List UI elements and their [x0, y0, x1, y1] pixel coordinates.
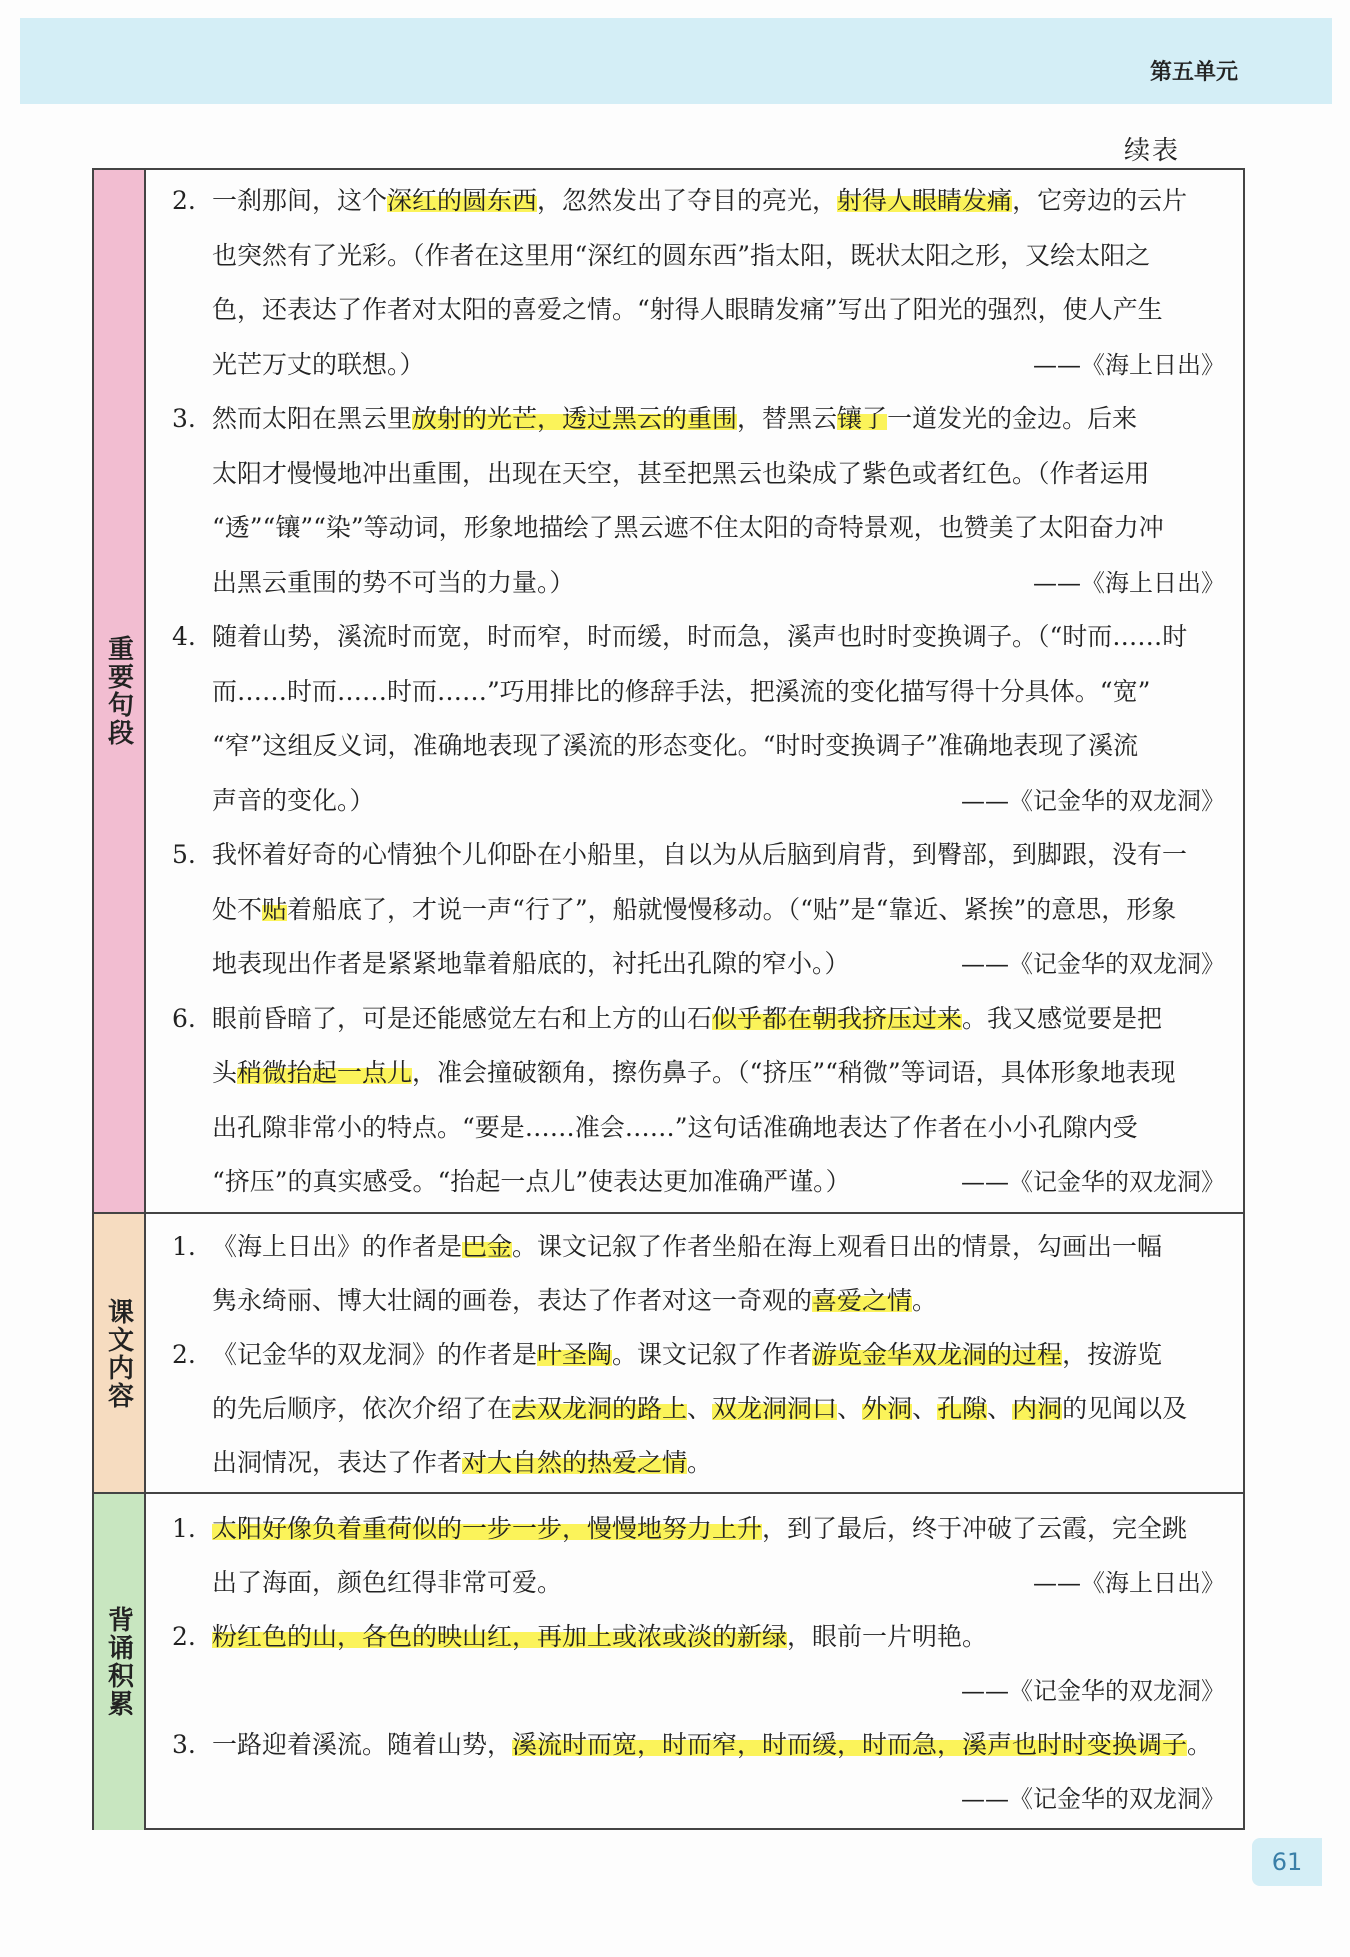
text-segment: 《海上日出》的作者是 [212, 1232, 463, 1261]
item-number: 2. [172, 1622, 196, 1651]
list-item [146, 174, 1233, 392]
text-segment: 《记金华的双龙洞》的作者是 [212, 1340, 538, 1369]
source-citation: ——《海上日出》 [1033, 350, 1225, 379]
text-line [212, 828, 1225, 883]
highlighted-text: 粉红色的山，各色的映山红，再加上或浓或淡的新绿 [212, 1622, 788, 1651]
continued-label: 续表 [1123, 136, 1180, 166]
highlighted-text: 镶了 [837, 404, 888, 433]
highlighted-text: 深红的圆东西 [387, 186, 538, 215]
text-segment: 出了海面，颜色红得非常可爱。 [212, 1568, 563, 1597]
text-segment: 隽永绮丽、博大壮阔的画卷，表达了作者对这一奇观的 [212, 1286, 813, 1315]
text-line [212, 774, 1225, 829]
item-number: 3. [172, 1730, 196, 1759]
source-citation: ——《记金华的双龙洞》 [961, 950, 1225, 978]
source-citation: ——《记金华的双龙洞》 [961, 1677, 1225, 1705]
section-content [146, 1494, 1243, 1830]
text-line [212, 447, 1225, 502]
source-citation: ——《记金华的双龙洞》 [961, 786, 1225, 815]
text-line [212, 1436, 1225, 1490]
source-citation: ——《海上日出》 [1033, 568, 1225, 597]
highlighted-text: 太阳好像负着重荷似的一步一步，慢慢地努力上升 [212, 1514, 763, 1543]
list-item [146, 828, 1233, 992]
text-segment: “挤压”的真实感受。“抬起一点儿”使表达更加准确严谨。） [212, 1167, 851, 1196]
text-line [212, 556, 1225, 611]
source-citation: ——《记金华的双龙洞》 [961, 1785, 1225, 1813]
text-line [212, 1220, 1225, 1274]
highlighted-text: 游览金华双龙洞的过程 [812, 1340, 1063, 1369]
text-segment: 的先后顺序，依次介绍了在 [212, 1394, 513, 1423]
text-line [212, 1155, 1225, 1210]
highlighted-text: 似乎都在朝我挤压过来 [712, 1003, 963, 1033]
text-segment: “透”“镶”“染”等动词，形象地描绘了黑云遮不住太阳的奇特景观，也赞美了太阳奋力冲 [212, 513, 1164, 542]
text-segment: 。课文记叙了作者 [612, 1340, 813, 1369]
item-number: 5. [172, 840, 196, 869]
highlighted-text: 外洞 [862, 1394, 913, 1423]
text-segment: 、 [912, 1394, 938, 1423]
text-segment: 出洞情况，表达了作者 [212, 1448, 463, 1477]
section-recitation [94, 1492, 1243, 1830]
list-item [146, 992, 1233, 1210]
list-item [146, 1220, 1233, 1328]
text-line [212, 1610, 1225, 1664]
list-item [146, 392, 1233, 610]
text-line [212, 392, 1225, 447]
section-key-sentences [94, 170, 1243, 1212]
text-segment: 太阳才慢慢地冲出重围，出现在天空，甚至把黑云也染成了紫色或者红色。（作者运用 [212, 458, 1150, 488]
section-label: 重要句段 [103, 635, 134, 747]
text-line [212, 1556, 1225, 1610]
text-segment: 出孔隙非常小的特点。“要是……准会……”这句话准确地表达了作者在小小孔隙内受 [212, 1112, 1138, 1142]
text-line [212, 1328, 1225, 1382]
text-segment: 。 [912, 1286, 938, 1315]
text-segment: ，到了最后，终于冲破了云霞，完全跳 [762, 1514, 1188, 1543]
text-segment: 地表现出作者是紧紧地靠着船底的，衬托出孔隙的窄小。） [212, 949, 850, 978]
section-label: 背诵积累 [103, 1606, 134, 1718]
highlighted-text: 射得人眼睛发痛 [837, 186, 1013, 215]
text-line [212, 937, 1225, 992]
item-number: 6. [172, 1003, 196, 1033]
text-line [212, 1046, 1225, 1101]
highlighted-text: 内洞 [1012, 1394, 1063, 1423]
text-segment: 着船底了，才说一声“行了”，船就慢慢移动。（“贴”是“靠近、紧挨”的意思，形象 [287, 894, 1177, 924]
source-line [212, 1664, 1225, 1718]
list-item [146, 1502, 1233, 1610]
list-item [146, 610, 1233, 828]
text-segment: 光芒万丈的联想。） [212, 349, 425, 379]
text-segment: 。课文记叙了作者坐船在海上观看日出的情景，勾画出一幅 [512, 1232, 1163, 1261]
text-segment: 然而太阳在黑云里 [212, 404, 413, 433]
highlighted-text: 去双龙洞的路上 [512, 1394, 688, 1423]
text-line [212, 338, 1225, 393]
text-line [212, 501, 1225, 556]
source-citation: ——《记金华的双龙洞》 [961, 1168, 1225, 1196]
text-segment: 我怀着好奇的心情独个儿仰卧在小船里，自以为从后脑到肩背，到臀部，到脚跟，没有一 [212, 840, 1188, 869]
text-segment: 头 [212, 1058, 238, 1087]
list-item [146, 1328, 1233, 1490]
text-line [212, 1382, 1225, 1436]
item-number: 2. [172, 1340, 196, 1369]
section-label: 课文内容 [103, 1298, 134, 1410]
list-item [146, 1610, 1233, 1718]
text-line [212, 610, 1225, 665]
item-number: 3. [172, 404, 196, 433]
text-segment: 一刹那间，这个 [212, 186, 388, 215]
text-segment: 而……时而……时而……”巧用排比的修辞手法，把溪流的变化描写得十分具体。“宽” [212, 676, 1151, 706]
highlighted-text: 溪流时而宽，时而窄，时而缓，时而急，溪声也时时变换调子 [512, 1730, 1188, 1759]
text-line [212, 665, 1225, 720]
text-segment: 、 [687, 1394, 713, 1423]
highlighted-text: 贴 [262, 894, 288, 924]
source-citation: ——《海上日出》 [1033, 1569, 1225, 1597]
highlighted-text: 孔隙 [937, 1394, 988, 1423]
text-segment: 处不 [212, 894, 263, 924]
text-line [212, 174, 1225, 229]
summary-table [92, 168, 1245, 1830]
text-segment: 、 [987, 1394, 1013, 1423]
text-segment: 、 [837, 1394, 863, 1423]
text-segment: 声音的变化。） [212, 785, 375, 815]
text-segment: 眼前昏暗了，可是还能感觉左右和上方的山石 [212, 1003, 713, 1033]
text-segment: 的见闻以及 [1062, 1394, 1188, 1423]
text-segment: ，它旁边的云片 [1012, 186, 1188, 215]
text-segment: ，眼前一片明艳。 [787, 1622, 988, 1651]
text-segment: ，按游览 [1062, 1340, 1163, 1369]
text-line [212, 1101, 1225, 1156]
highlighted-text: 对大自然的热爱之情 [462, 1448, 688, 1477]
source-line [212, 1772, 1225, 1826]
text-segment: ，准会撞破额角，擦伤鼻子。（“挤压”“稍微”等词语，具体形象地表现 [412, 1058, 1176, 1087]
text-segment: 一路迎着溪流。随着山势， [212, 1730, 513, 1759]
highlighted-text: 巴金 [462, 1232, 513, 1261]
highlighted-text: 喜爱之情 [812, 1286, 913, 1315]
section-text-content [94, 1212, 1243, 1494]
section-content [146, 170, 1243, 1212]
section-label-cell [94, 1494, 146, 1830]
text-segment: 出黑云重围的势不可当的力量。） [212, 567, 575, 597]
text-line [212, 883, 1225, 938]
item-number: 4. [172, 622, 196, 651]
text-line [212, 1502, 1225, 1556]
text-line [212, 719, 1225, 774]
list-item [146, 1718, 1233, 1826]
text-segment: 一道发光的金边。后来 [887, 404, 1138, 433]
item-number: 1. [172, 1514, 196, 1543]
text-line [212, 229, 1225, 284]
text-line [212, 992, 1225, 1047]
text-segment: 也突然有了光彩。（作者在这里用“深红的圆东西”指太阳，既状太阳之形，又绘太阳之 [212, 240, 1151, 270]
text-segment: “窄”这组反义词，准确地表现了溪流的形态变化。“时时变换调子”准确地表现了溪流 [212, 731, 1139, 760]
section-content [146, 1214, 1243, 1494]
text-line [212, 1718, 1225, 1772]
highlighted-text: 稍微抬起一点儿 [237, 1058, 413, 1087]
text-segment: ，忽然发出了夺目的亮光， [537, 186, 838, 215]
text-segment: ，替黑云 [737, 404, 838, 433]
section-label-cell [94, 1214, 146, 1494]
text-line [212, 283, 1225, 338]
text-segment: 。 [687, 1448, 713, 1477]
item-number: 2. [172, 186, 196, 215]
section-label-cell [94, 170, 146, 1212]
item-number: 1. [172, 1232, 196, 1261]
highlighted-text: 放射的光芒，透过黑云的重围 [412, 404, 738, 433]
text-segment: 。我又感觉要是把 [962, 1003, 1163, 1033]
highlighted-text: 叶圣陶 [537, 1340, 613, 1369]
text-segment: 色，还表达了作者对太阳的喜爱之情。“射得人眼睛发痛”写出了阳光的强烈，使人产生 [212, 295, 1163, 324]
unit-title: 第五单元 [1149, 60, 1238, 85]
text-segment: 。 [1187, 1730, 1213, 1759]
page-number: 61 [1252, 1838, 1322, 1886]
text-segment: 随着山势，溪流时而宽，时而窄，时而缓，时而急，溪声也时时变换调子。（“时而……时 [212, 622, 1188, 651]
header-band [20, 18, 1332, 104]
highlighted-text: 双龙洞洞口 [712, 1394, 838, 1423]
text-line [212, 1274, 1225, 1328]
